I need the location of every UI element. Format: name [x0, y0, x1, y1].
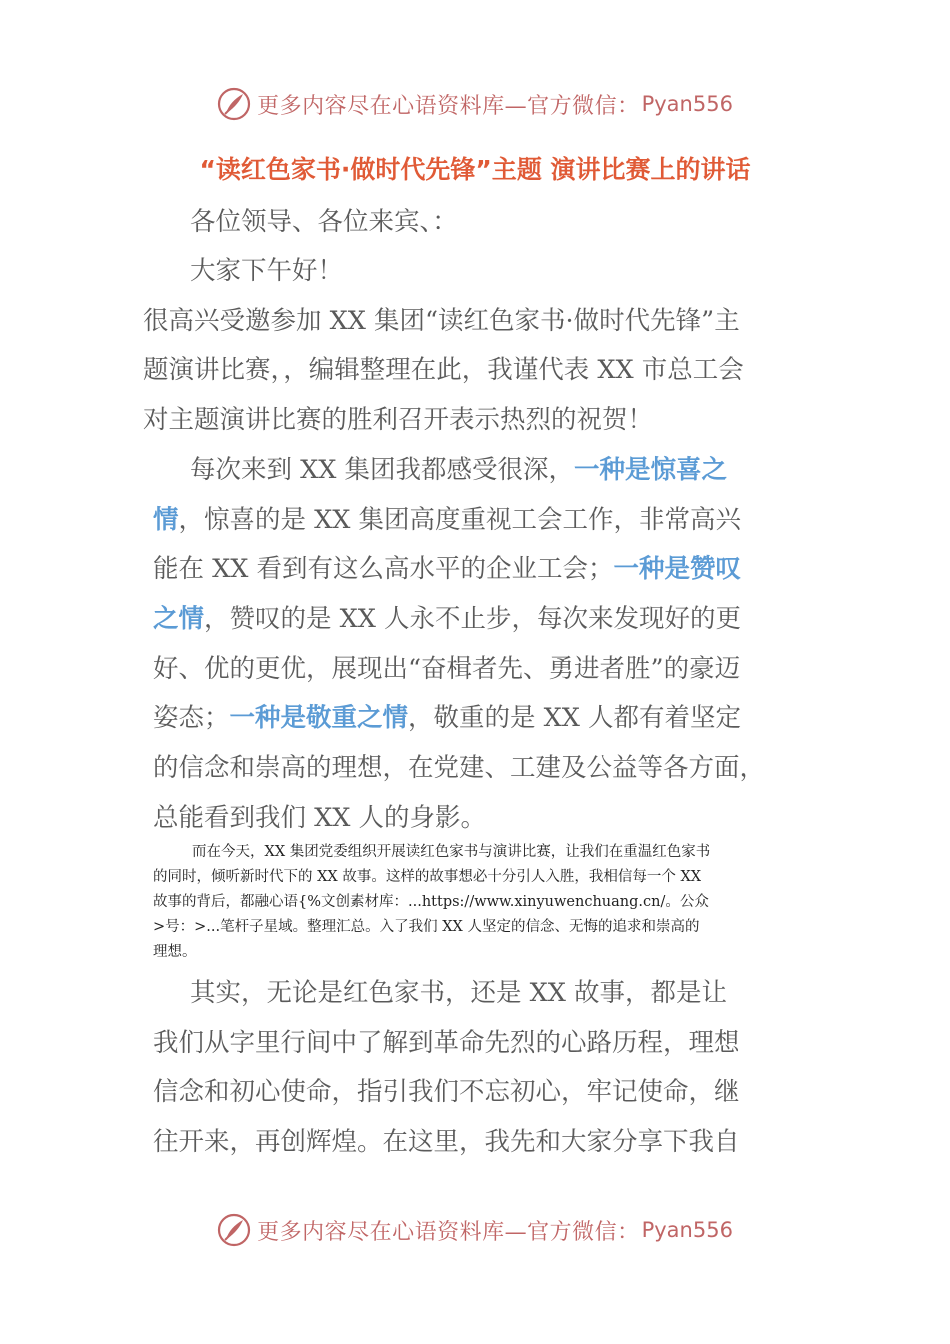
wechat-id: Pyan556 [641, 1218, 733, 1242]
para1-line-2: 题演讲比赛，，编辑整理在此，我谨代表 XX 市总工会 [143, 355, 744, 385]
banner-text: 更多内容尽在心语资料库—官方微信： [257, 1219, 640, 1245]
para2-text: ，赞叹的是 XX 人永不止步，每次来发现好的更 [204, 604, 742, 634]
para2-line-7: 的信念和崇高的理想，在党建、工建及公益等各方面， [153, 753, 766, 783]
quill-logo-icon [217, 1213, 251, 1247]
greeting-line-1: 各位领导、各位来宾、： [190, 207, 458, 237]
highlight-admiration-end: 之情 [153, 604, 205, 634]
para3-line-3: 信念和初心使命，指引我们不忘初心，牢记使命，继 [153, 1077, 740, 1107]
highlight-surprise: 一种是惊喜之 [574, 455, 728, 485]
para2-line-2 [153, 502, 741, 538]
para2-text: 每次来到 XX 集团我都感受很深， [190, 455, 575, 485]
quill-logo-icon [217, 87, 251, 121]
para2-line-6 [153, 700, 741, 736]
footer-banner [0, 1210, 950, 1250]
para2-text: 能在 XX 看到有这么高水平的企业工会； [153, 554, 614, 584]
para3-line-4: 往开来，再创辉煌。在这里，我先和大家分享下我自 [153, 1127, 740, 1157]
para2-line-5: 好、优的更优，展现出“奋楫者先、勇进者胜”的豪迈 [153, 654, 741, 684]
small-para-line-2: 的同时，倾听新时代下的 XX 故事。这样的故事想必十分引人入胜，我相信每一个 XX [153, 869, 702, 885]
banner-text: 更多内容尽在心语资料库—官方微信： [257, 93, 640, 119]
small-para-line-5: 理想。 [153, 944, 197, 960]
para2-line-1 [190, 452, 727, 488]
highlight-respect: 一种是敬重之情 [229, 703, 409, 733]
para2-line-8: 总能看到我们 XX 人的身影。 [153, 803, 487, 833]
greeting-line-2: 大家下午好！ [190, 256, 344, 286]
small-para-line-4: >号：>...笔杆子星域。整理汇总。入了我们 XX 人坚定的信念、无悔的追求和崇高的 [153, 919, 700, 935]
para2-text: ，敬重的是 XX 人都有着坚定 [408, 703, 742, 733]
wechat-id: Pyan556 [641, 92, 733, 116]
small-para-line-3: 故事的背后，都融心语{%文创素材库：...https://www.xinyuwenchuang.cn/。公众 [153, 894, 709, 910]
para2-text: 姿态； [153, 703, 230, 733]
para2-line-4 [153, 601, 741, 637]
highlight-surprise-end: 情 [153, 505, 179, 535]
para3-line-1: 其实，无论是红色家书，还是 XX 故事，都是让 [190, 978, 728, 1008]
para1-line-3: 对主题演讲比赛的胜利召开表示热烈的祝贺！ [143, 405, 654, 435]
para2-text: ，惊喜的是 XX 集团高度重视工会工作，非常高兴 [178, 505, 742, 535]
para2-line-3 [153, 551, 741, 587]
document-title: “读红色家书·做时代先锋”主题 演讲比赛上的讲话 [199, 155, 751, 184]
header-banner [0, 84, 950, 124]
para1-line-1: 很高兴受邀参加 XX 集团“读红色家书·做时代先锋”主 [143, 306, 740, 336]
highlight-admiration: 一种是赞叹 [613, 554, 742, 584]
para3-line-2: 我们从字里行间中了解到革命先烈的心路历程，理想 [153, 1028, 740, 1058]
small-para-line-1: 而在今天，XX 集团党委组织开展读红色家书与演讲比赛，让我们在重温红色家书 [192, 844, 711, 860]
